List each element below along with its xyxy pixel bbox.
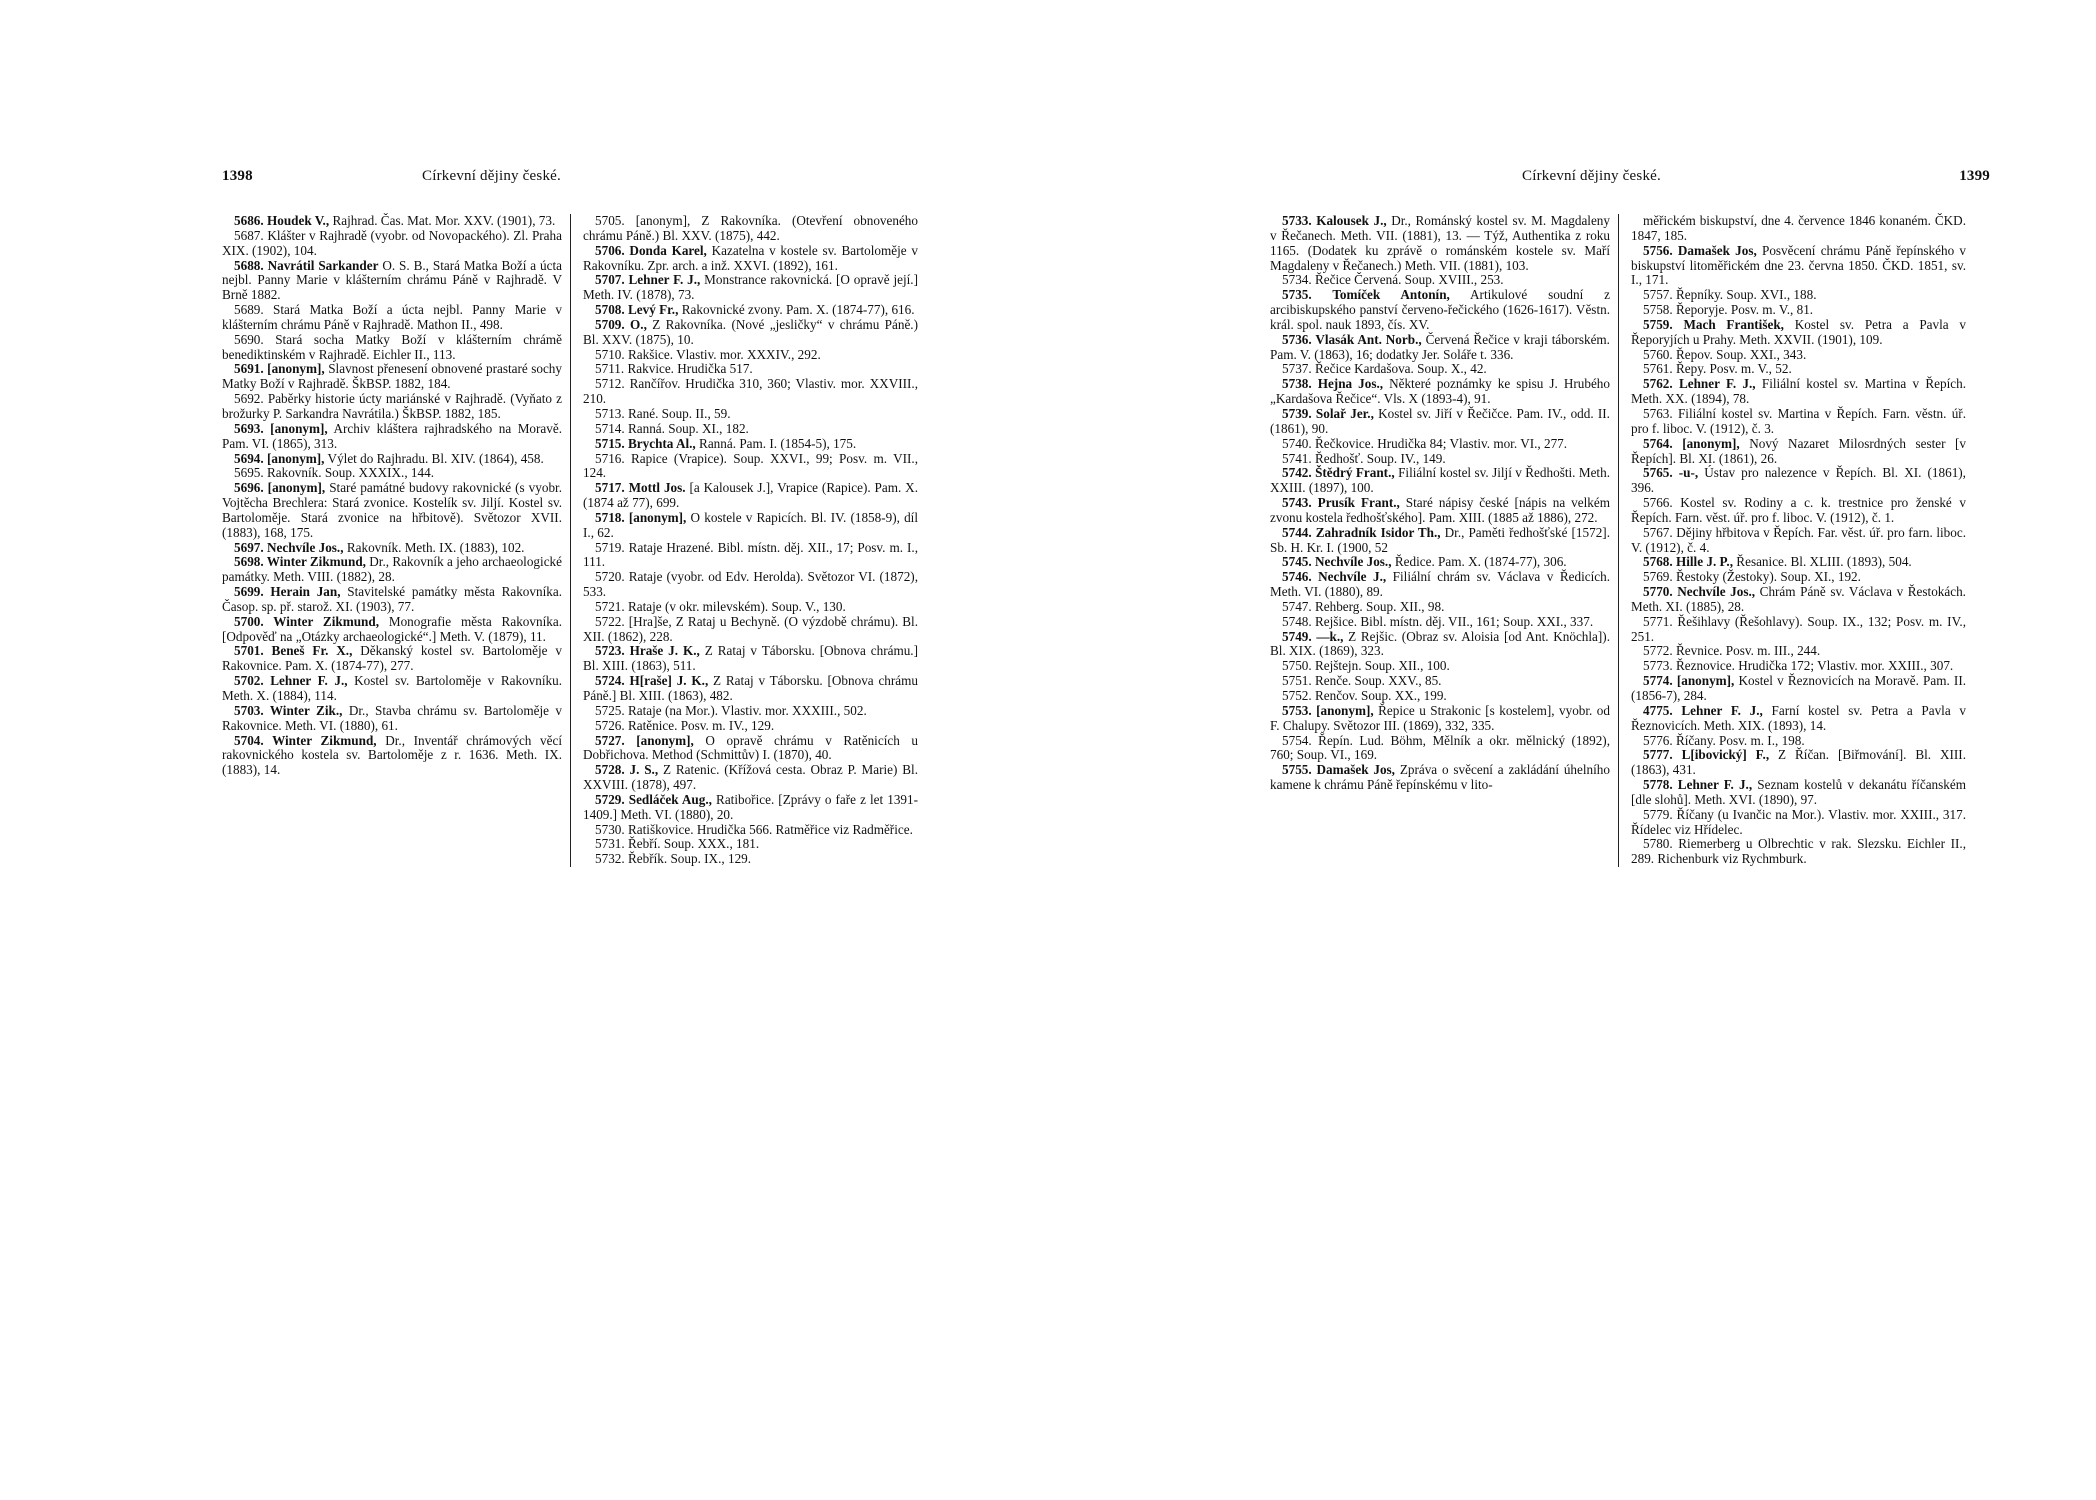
entry-text: Monstrance rakovnická. [O opravě její.] Meth. IV. (1878), 73. [583, 272, 918, 303]
bibliography-entry [583, 541, 918, 571]
bibliography-entry [222, 422, 562, 452]
bibliography-entry [222, 303, 562, 333]
entry-text: Kostel v Řeznovicích na Moravě. Pam. II. (1856-7), 284. [1631, 673, 1967, 703]
bibliography-entry [1270, 437, 1610, 452]
bibliography-entry [222, 259, 562, 304]
entry-text: 5714. Ranná. Soup. XI., 182. [595, 420, 749, 436]
entry-author: 5729. Sedláček Aug., [595, 791, 712, 807]
bibliography-entry [1631, 644, 1966, 659]
entry-author: 5727. [anonym], [595, 732, 694, 748]
entry-text: 5716. Rapice (Vrapice). Soup. XXVI., 99; Posv. m. VII., 124. [583, 450, 918, 481]
page-header [222, 168, 942, 194]
bibliography-entry [583, 273, 918, 303]
bibliography-entry [222, 333, 562, 363]
bibliography-entry [1270, 600, 1610, 615]
entry-text: 5719. Rataje Hrazené. Bibl. místn. děj. XII., 17; Posv. m. I., 111. [583, 539, 918, 570]
bibliography-entry [583, 348, 918, 363]
bibliography-entry [583, 600, 918, 615]
entry-author: 5700. Winter Zikmund, [234, 613, 380, 629]
column-right [570, 214, 918, 867]
entry-text: 5747. Rehberg. Soup. XII., 98. [1282, 598, 1445, 614]
bibliography-entry [1631, 244, 1966, 289]
entry-text: 5752. Renčov. Soup. XX., 199. [1282, 688, 1447, 703]
bibliography-entry [222, 555, 562, 585]
entry-text: 5767. Dějiny hřbitova v Řepích. Far. věst. úř. pro farn. liboc. V. (1912), č. 4. [1631, 524, 1966, 555]
entry-author: 5768. Hille J. P., [1643, 554, 1733, 570]
entry-text: Rakovnické zvony. Pam. X. (1874-77), 616. [678, 302, 915, 318]
entry-text: 5750. Rejštejn. Soup. XII., 100. [1282, 658, 1450, 674]
entry-author: 5728. J. S., [595, 762, 659, 778]
entry-author: 5724. H[raše] J. K., [595, 673, 709, 689]
entry-text: 5726. Ratěnice. Posv. m. IV., 129. [595, 717, 775, 733]
bibliography-entry [1270, 615, 1610, 630]
entry-author: 5697. Nechvíle Jos., [234, 539, 344, 555]
right-page [1270, 168, 1990, 1468]
entry-author: 5736. Vlasák Ant. Norb., [1282, 331, 1422, 347]
bibliography-entry [1631, 837, 1966, 867]
entry-text: 5740. Řečkovice. Hrudička 84; Vlastiv. mor. VI., 277. [1282, 435, 1568, 451]
page-number: 1398 [222, 168, 253, 184]
entry-text: 5692. Paběrky historie úcty mariánské v Rajhradě. (Vyňato z brožurky P. Sarkandra Navrátila.) ŠkBSP. 1882, 185. [222, 391, 562, 421]
entry-author: 5703. Winter Zik., [234, 702, 343, 718]
bibliography-entry [1631, 407, 1966, 437]
entry-author: 5762. Lehner F. J., [1643, 376, 1756, 392]
bibliography-entry [583, 377, 918, 407]
bibliography-entry [583, 570, 918, 600]
entry-text: 5720. Rataje (vyobr. od Edv. Herolda). Světozor VI. (1872), 533. [583, 569, 918, 600]
entry-author: 5717. Mottl Jos. [595, 480, 686, 496]
bibliography-entry [222, 585, 562, 615]
entry-text: Rakovník. Meth. IX. (1883), 102. [343, 539, 525, 555]
entry-text: 5711. Rakvice. Hrudička 517. [595, 361, 753, 377]
entry-text: 5725. Rataje (na Mor.). Vlastiv. mor. XXXIII., 502. [595, 702, 867, 718]
bibliography-entry [1631, 555, 1966, 570]
entry-text: Artikulové soudní z arcibiskupského panství červeno-řečického (1626-1617). Věstn. král. spol. nauk 1893, čís. XV. [1270, 287, 1610, 332]
entry-text: Ratibořice. [Zprávy o faře z let 1391-1409.] Meth. VI. (1880), 20. [583, 791, 918, 822]
entry-text: Staré nápisy české [nápis na velkém zvonu kostela ředhošťského]. Pam. XIII. (1885 až 1886), 272. [1270, 495, 1610, 525]
entry-text: Monografie města Rakovníka. [Odpověď na „Otázky archaeologické“.] Meth. V. (1879), 11. [222, 613, 562, 644]
page-header [1270, 168, 1990, 194]
column-right [1618, 214, 1966, 867]
bibliography-entry [583, 422, 918, 437]
entry-text: Děkanský kostel sv. Bartoloměje v Rakovnice. Pam. X. (1874-77), 277. [222, 643, 562, 674]
entry-text: Dr., Rakovník a jeho archaeologické památky. Meth. VIII. (1882), 28. [222, 554, 562, 585]
entry-author: 5777. L[ibovický] F., [1643, 747, 1770, 763]
entry-author: 5698. Winter Zikmund, [234, 554, 366, 570]
entry-author: 5699. Herain Jan, [234, 584, 341, 600]
bibliography-entry [1270, 496, 1610, 526]
entry-text: 5779. Říčany (u Ivančic na Mor.). Vlastiv. mor. XXIII., 317. Řídelec viz Hřídelec. [1631, 806, 1966, 837]
bibliography-entry [1270, 704, 1610, 734]
entry-text: Z Rataj v Táborsku. [Obnova chrámu Páně.] Bl. XIII. (1863), 482. [583, 673, 918, 703]
text-columns [222, 214, 942, 867]
entry-text: Dr., Románský kostel sv. M. Magdaleny v Řečanech. Meth. VII. (1881), 13. — Týž, Authentika z roku 1165. (Dodatek ku zprávě o románském kostele sv. Maří Magdaleny v Řečanech.) Meth. VII. (1881), 103. [1270, 213, 1610, 273]
entry-text: Dr., Paměti ředhošťské [1572]. Sb. H. Kr. I. (1900, 52 [1270, 524, 1610, 555]
left-page [222, 168, 942, 1468]
entry-author: 5755. Damašek Jos, [1282, 762, 1395, 778]
entry-author: 5739. Solař Jer., [1282, 405, 1374, 421]
bibliography-entry [1270, 689, 1610, 704]
entry-text: Červená Řečice v kraji táborském. Pam. V. (1863), 16; dodatky Jer. Soláře t. 336. [1270, 331, 1610, 362]
column-left [1270, 214, 1618, 867]
entry-text: Filiální kostel sv. Martina v Řepích. Meth. XX. (1894), 78. [1631, 376, 1966, 407]
page-number: 1399 [1959, 168, 1990, 184]
entry-author: 5701. Beneš Fr. X., [234, 643, 353, 659]
entry-text: 5732. Řebřík. Soup. IX., 129. [595, 851, 752, 867]
entry-text: 5721. Rataje (v okr. milevském). Soup. V., 130. [595, 598, 846, 614]
entry-text: 5757. Řepníky. Soup. XVI., 188. [1643, 287, 1817, 303]
bibliography-entry [583, 674, 918, 704]
bibliography-entry [1270, 630, 1610, 660]
entry-author: 5709. O., [595, 316, 647, 332]
entry-text: 5690. Stará socha Matky Boží v klášterním chrámě benediktinském v Rajhradě. Eichler II., 113. [222, 331, 562, 362]
text-columns [1270, 214, 1990, 867]
entry-author: 5696. [anonym], [234, 480, 326, 496]
bibliography-entry [1631, 659, 1966, 674]
entry-text: Z Rataj v Táborsku. [Obnova chrámu.] Bl. XIII. (1863), 511. [583, 643, 918, 674]
entry-text: Posvěcení chrámu Páně řepínského v biskupství litoměřickém dne 23. června 1850. ČKD. 1851, sv. I., 171. [1631, 242, 1966, 288]
entry-text: Kostel sv. Bartoloměje v Rakovníku. Meth. X. (1884), 114. [222, 673, 563, 703]
entry-text: O kostele v Rapicích. Bl. IV. (1858-9), díl I., 62. [583, 509, 918, 540]
bibliography-entry [222, 392, 562, 422]
entry-author: 5742. Štědrý Frant., [1282, 465, 1395, 481]
bibliography-entry [1631, 377, 1966, 407]
entry-text: 5754. Řepín. Lud. Böhm, Mělník a okr. mělnický (1892), 760; Soup. VI., 169. [1270, 732, 1610, 763]
bibliography-entry [1631, 778, 1966, 808]
bibliography-entry [222, 704, 562, 734]
entry-text: Z Ratenic. (Křížová cesta. Obraz P. Marie) Bl. XXVIII. (1878), 497. [583, 762, 918, 793]
bibliography-entry [583, 704, 918, 719]
entry-text: 5710. Rakšice. Vlastiv. mor. XXXIV., 292. [595, 346, 821, 362]
bibliography-entry [1270, 362, 1610, 377]
entry-text: Kazatelna v kostele sv. Bartoloměje v Rakovníku. Zpr. arch. a inž. XXVI. (1892), 161. [583, 242, 918, 273]
entry-author: 5707. Lehner F. J., [595, 272, 701, 288]
entry-author: 5718. [anonym], [595, 509, 687, 525]
entry-text: Stavitelské památky města Rakovníka. Časop. sp. př. starož. XI. (1903), 77. [222, 584, 562, 614]
entry-author: 5759. Mach František, [1643, 316, 1784, 332]
bibliography-entry [1270, 555, 1610, 570]
bibliography-entry [583, 437, 918, 452]
entry-text: Rajhrad. Čas. Mat. Mor. XXV. (1901), 73. [329, 213, 556, 228]
entry-text: Z Rejšic. (Obraz sv. Aloisia [od Ant. Knöchla]). Bl. XIX. (1869), 323. [1270, 628, 1610, 659]
entry-text: Řesanice. Bl. XLIII. (1893), 504. [1733, 554, 1912, 570]
bibliography-entry [1631, 734, 1966, 749]
bibliography-entry [222, 674, 562, 704]
entry-text: Dr., Inventář chrámových věcí rakovnického kostela sv. Bartoloměje z r. 1636. Meth. IX. (1883), 14. [222, 732, 562, 778]
entry-text: 5773. Řeznovice. Hrudička 172; Vlastiv. mor. XXIII., 307. [1643, 658, 1954, 674]
entry-author: 5778. Lehner F. J., [1643, 777, 1753, 793]
bibliography-entry [1631, 808, 1966, 838]
entry-text: 5737. Řečice Kardašova. Soup. X., 42. [1282, 361, 1487, 377]
entry-text: 5722. [Hra]še, Z Rataj u Bechyně. (O výzdobě chrámu). Bl. XII. (1862), 228. [583, 613, 918, 644]
entry-author: 5723. Hraše J. K., [595, 643, 700, 659]
entry-text: Kostel sv. Petra a Pavla v Řeporyjích u Prahy. Meth. XXVII. (1901), 109. [1631, 316, 1966, 347]
bibliography-entry [583, 481, 918, 511]
bibliography-entry [1631, 704, 1966, 734]
entry-text: Z Říčan. [Biřmování]. Bl. XIII. (1863), 431. [1631, 747, 1966, 778]
entry-author: 5774. [anonym], [1643, 673, 1735, 689]
entry-text: Ředice. Pam. X. (1874-77), 306. [1391, 554, 1567, 570]
entry-text: Staré památné budovy rakovnické (s vyobr. Vojtěcha Brechlera: Stará zvonice. Kostelík sv. Jiljí. Kostel sv. Bartoloměje. Stará zvonice na hřbitově). Světozor XVII. (1883), 168, 175. [222, 480, 563, 540]
entry-author: 5686. Houdek V., [234, 213, 330, 228]
entry-author: 5704. Winter Zikmund, [234, 732, 377, 748]
bibliography-entry [222, 615, 562, 645]
bibliography-entry [1270, 734, 1610, 764]
entry-author: 5688. Navrátil Sarkander [234, 257, 379, 273]
entry-author: 5753. [anonym], [1282, 702, 1374, 718]
entry-text: 5730. Ratiškovice. Hrudička 566. Ratměřice viz Radměřice. [595, 821, 913, 837]
entry-text: 5731. Řebří. Soup. XXX., 181. [595, 836, 760, 852]
entry-author: 5738. Hejna Jos., [1282, 376, 1384, 392]
entry-author: 5756. Damašek Jos, [1643, 242, 1757, 258]
bibliography-entry [222, 541, 562, 556]
entry-author: 5691. [anonym], [234, 361, 325, 377]
entry-text: 5712. Rančířov. Hrudička 310, 360; Vlastiv. mor. XXVIII., 210. [583, 376, 918, 407]
entry-author: 5693. [anonym], [234, 420, 328, 436]
entry-text: Z Rakovníka. (Nové „jesličky“ v chrámu Páně.) Bl. XXV. (1875), 10. [583, 316, 918, 347]
entry-text: 5771. Řešihlavy (Řešohlavy). Soup. IX., 132; Posv. m. IV., 251. [1631, 613, 1966, 644]
entry-text: 5687. Klášter v Rajhradě (vyobr. od Novopackého). Zl. Praha XIX. (1902), 104. [222, 227, 562, 258]
bibliography-entry [583, 793, 918, 823]
entry-text: Filiální chrám sv. Václava v Ředicích. Meth. VI. (1880), 89. [1270, 569, 1610, 600]
entry-text: Slavnost přenesení obnovené prastaré sochy Matky Boží v Rajhradě. ŠkBSP. 1882, 184. [222, 361, 562, 392]
bibliography-entry [583, 244, 918, 274]
entry-text: 5695. Rakovník. Soup. XXXIX., 144. [234, 465, 435, 481]
entry-author: 5733. Kalousek J., [1282, 213, 1387, 228]
bibliography-entry [583, 852, 918, 867]
bibliography-entry [1631, 496, 1966, 526]
entry-text: Filiální kostel sv. Jiljí v Ředhošti. Meth. XXIII. (1897), 100. [1270, 465, 1610, 496]
entry-author: 5745. Nechvíle Jos., [1282, 554, 1392, 570]
entry-text: Zpráva o svěcení a zakládání úhelního kamene k chrámu Páně řepínskému v lito- [1270, 762, 1610, 793]
entry-text: 5772. Řevnice. Posv. m. III., 244. [1643, 643, 1821, 659]
bibliography-entry [1270, 659, 1610, 674]
entry-text: měřickém biskupství, dne 4. července 1846 konaném. ČKD. 1847, 185. [1631, 213, 1966, 243]
bibliography-entry [1270, 763, 1610, 793]
entry-author: 5746. Nechvíle J., [1282, 569, 1387, 585]
bibliography-entry [1270, 466, 1610, 496]
entry-text: [a Kalousek J.], Vrapice (Rapice). Pam. X. (1874 až 77), 699. [583, 480, 918, 511]
entry-text: Archiv kláštera rajhradského na Moravě. Pam. VI. (1865), 313. [222, 420, 563, 451]
entry-text: Dr., Stavba chrámu sv. Bartoloměje v Rakovnice. Meth. VI. (1880), 61. [222, 702, 562, 733]
bibliography-entry [1270, 570, 1610, 600]
bibliography-entry [1270, 333, 1610, 363]
entry-text: 5761. Řepy. Posv. m. V., 52. [1643, 361, 1792, 377]
bibliography-entry [1631, 437, 1966, 467]
bibliography-entry [1270, 526, 1610, 556]
entry-text: Výlet do Rajhradu. Bl. XIV. (1864), 458. [324, 450, 544, 466]
entry-text: 5766. Kostel sv. Rodiny a c. k. trestnice pro ženské v Řepích. Farn. věst. úř. pro f. liboc. V. (1912), č. 1. [1631, 495, 1966, 525]
entry-text: Kostel sv. Jiří v Řečičce. Pam. IV., odd. II. (1861), 90. [1270, 405, 1610, 436]
bibliography-entry [222, 644, 562, 674]
entry-text: 5713. Rané. Soup. II., 59. [595, 405, 731, 421]
entry-author: 5749. —k., [1282, 628, 1344, 644]
bibliography-entry [1631, 748, 1966, 778]
bibliography-entry [222, 229, 562, 259]
bibliography-entry [583, 318, 918, 348]
bibliography-entry [1631, 288, 1966, 303]
bibliography-entry [222, 452, 562, 467]
column-left [222, 214, 570, 867]
bibliography-entry [1270, 273, 1610, 288]
entry-author: 5764. [anonym], [1643, 435, 1740, 451]
bibliography-entry [583, 214, 918, 244]
entry-text: 5741. Ředhošť. Soup. IV., 149. [1282, 450, 1446, 466]
entry-text: 5705. [anonym], Z Rakovníka. (Otevření obnoveného chrámu Páně.) Bl. XXV. (1875), 442. [583, 213, 918, 243]
bibliography-entry [1270, 407, 1610, 437]
entry-text: Ranná. Pam. I. (1854-5), 175. [695, 435, 857, 451]
entry-text: 5776. Říčany. Posv. m. I., 198. [1643, 732, 1805, 748]
entry-text: Řepice u Strakonic [s kostelem], vyobr. od F. Chalupy. Světozor III. (1869), 332, 335. [1270, 702, 1610, 733]
entry-text: Farní kostel sv. Petra a Pavla v Řeznovicích. Meth. XIX. (1893), 14. [1631, 702, 1966, 733]
bibliography-entry [583, 734, 918, 764]
entry-text: O opravě chrámu v Ratěnicích u Dobřichova. Method (Schmittův) I. (1870), 40. [583, 732, 919, 763]
entry-author: 5744. Zahradník Isidor Th., [1282, 524, 1441, 540]
bibliography-entry [1270, 288, 1610, 333]
bibliography-entry [222, 734, 562, 779]
bibliography-entry [583, 362, 918, 377]
bibliography-entry [1270, 377, 1610, 407]
bibliography-entry [222, 481, 562, 540]
entry-text: Chrám Páně sv. Václava v Řestokách. Meth. XI. (1885), 28. [1631, 584, 1966, 614]
entry-text: O. S. B., Stará Matka Boží a úcta nejbl. Panny Marie v klášterním chrámu Páně v Rajhradě. V Brně 1882. [222, 257, 562, 303]
entry-author: 5715. Brychta Al., [595, 435, 696, 451]
bibliography-entry [1631, 318, 1966, 348]
bibliography-entry [583, 823, 918, 838]
entry-author: 5702. Lehner F. J., [234, 673, 348, 689]
bibliography-entry [222, 214, 562, 229]
entry-author: 4775. Lehner F. J., [1643, 702, 1763, 718]
bibliography-entry [583, 303, 918, 318]
bibliography-entry [1631, 615, 1966, 645]
bibliography-entry [583, 407, 918, 422]
entry-author: 5743. Prusík Frant., [1282, 495, 1400, 511]
bibliography-entry [583, 615, 918, 645]
entry-author: 5694. [anonym], [234, 450, 325, 466]
bibliography-entry [1631, 466, 1966, 496]
bibliography-entry [1631, 585, 1966, 615]
entry-text: 5780. Riemerberg u Olbrechtic v rak. Slezsku. Eichler II., 289. Richenburk viz Rychmburk. [1631, 836, 1966, 867]
entry-text: 5758. Řeporyje. Posv. m. V., 81. [1643, 302, 1814, 318]
entry-text: 5689. Stará Matka Boží a úcta nejbl. Panny Marie v klášterním chrámu Páně v Rajhradě. Mathon II., 498. [222, 302, 562, 332]
entry-text: 5748. Rejšice. Bibl. místn. děj. VII., 161; Soup. XXI., 337. [1282, 613, 1594, 629]
bibliography-entry [1631, 674, 1966, 704]
entry-text: Některé poznámky ke spisu J. Hrubého „Kardašova Řečice“. Vls. X (1893-4), 91. [1270, 376, 1610, 407]
running-head: Církevní dějiny české. [422, 168, 561, 184]
bibliography-entry [222, 362, 562, 392]
entry-author: 5735. Tomíček Antonín, [1282, 287, 1450, 303]
entry-text: 5769. Řestoky (Žestoky). Soup. XI., 192. [1643, 569, 1861, 585]
bibliography-entry [1631, 214, 1966, 244]
bibliography-entry [583, 452, 918, 482]
entry-author: 5706. Donda Karel, [595, 242, 707, 258]
entry-author: 5708. Levý Fr., [595, 302, 679, 318]
bibliography-entry [1270, 214, 1610, 273]
bibliography-entry [222, 466, 562, 481]
entry-author: 5765. -u-, [1643, 465, 1699, 481]
entry-author: 5770. Nechvíle Jos., [1643, 584, 1756, 600]
entry-text: Ústav pro nalezence v Řepích. Bl. XI. (1861), 396. [1631, 465, 1966, 496]
bibliography-entry [1631, 348, 1966, 363]
bibliography-entry [583, 511, 918, 541]
bibliography-entry [1631, 362, 1966, 377]
bibliography-entry [583, 644, 918, 674]
bibliography-entry [1270, 452, 1610, 467]
bibliography-entry [1270, 674, 1610, 689]
bibliography-entry [583, 763, 918, 793]
running-head: Církevní dějiny české. [1522, 168, 1661, 184]
entry-text: Nový Nazaret Milosrdných sester [v Řepích]. Bl. XI. (1861), 26. [1631, 435, 1966, 466]
entry-text: 5760. Řepov. Soup. XXI., 343. [1643, 346, 1807, 362]
entry-text: 5734. Řečice Červená. Soup. XVIII., 253. [1282, 272, 1504, 288]
bibliography-entry [1631, 303, 1966, 318]
bibliography-entry [1631, 570, 1966, 585]
entry-text: 5751. Renče. Soup. XXV., 85. [1282, 673, 1442, 689]
entry-text: 5763. Filiální kostel sv. Martina v Řepích. Farn. věstn. úř. pro f. liboc. V. (1912), č. 3. [1631, 405, 1966, 436]
bibliography-entry [1631, 526, 1966, 556]
bibliography-entry [583, 837, 918, 852]
bibliography-entry [583, 719, 918, 734]
entry-text: Seznam kostelů v dekanátu říčanském [dle slohů]. Meth. XVI. (1890), 97. [1631, 777, 1966, 807]
